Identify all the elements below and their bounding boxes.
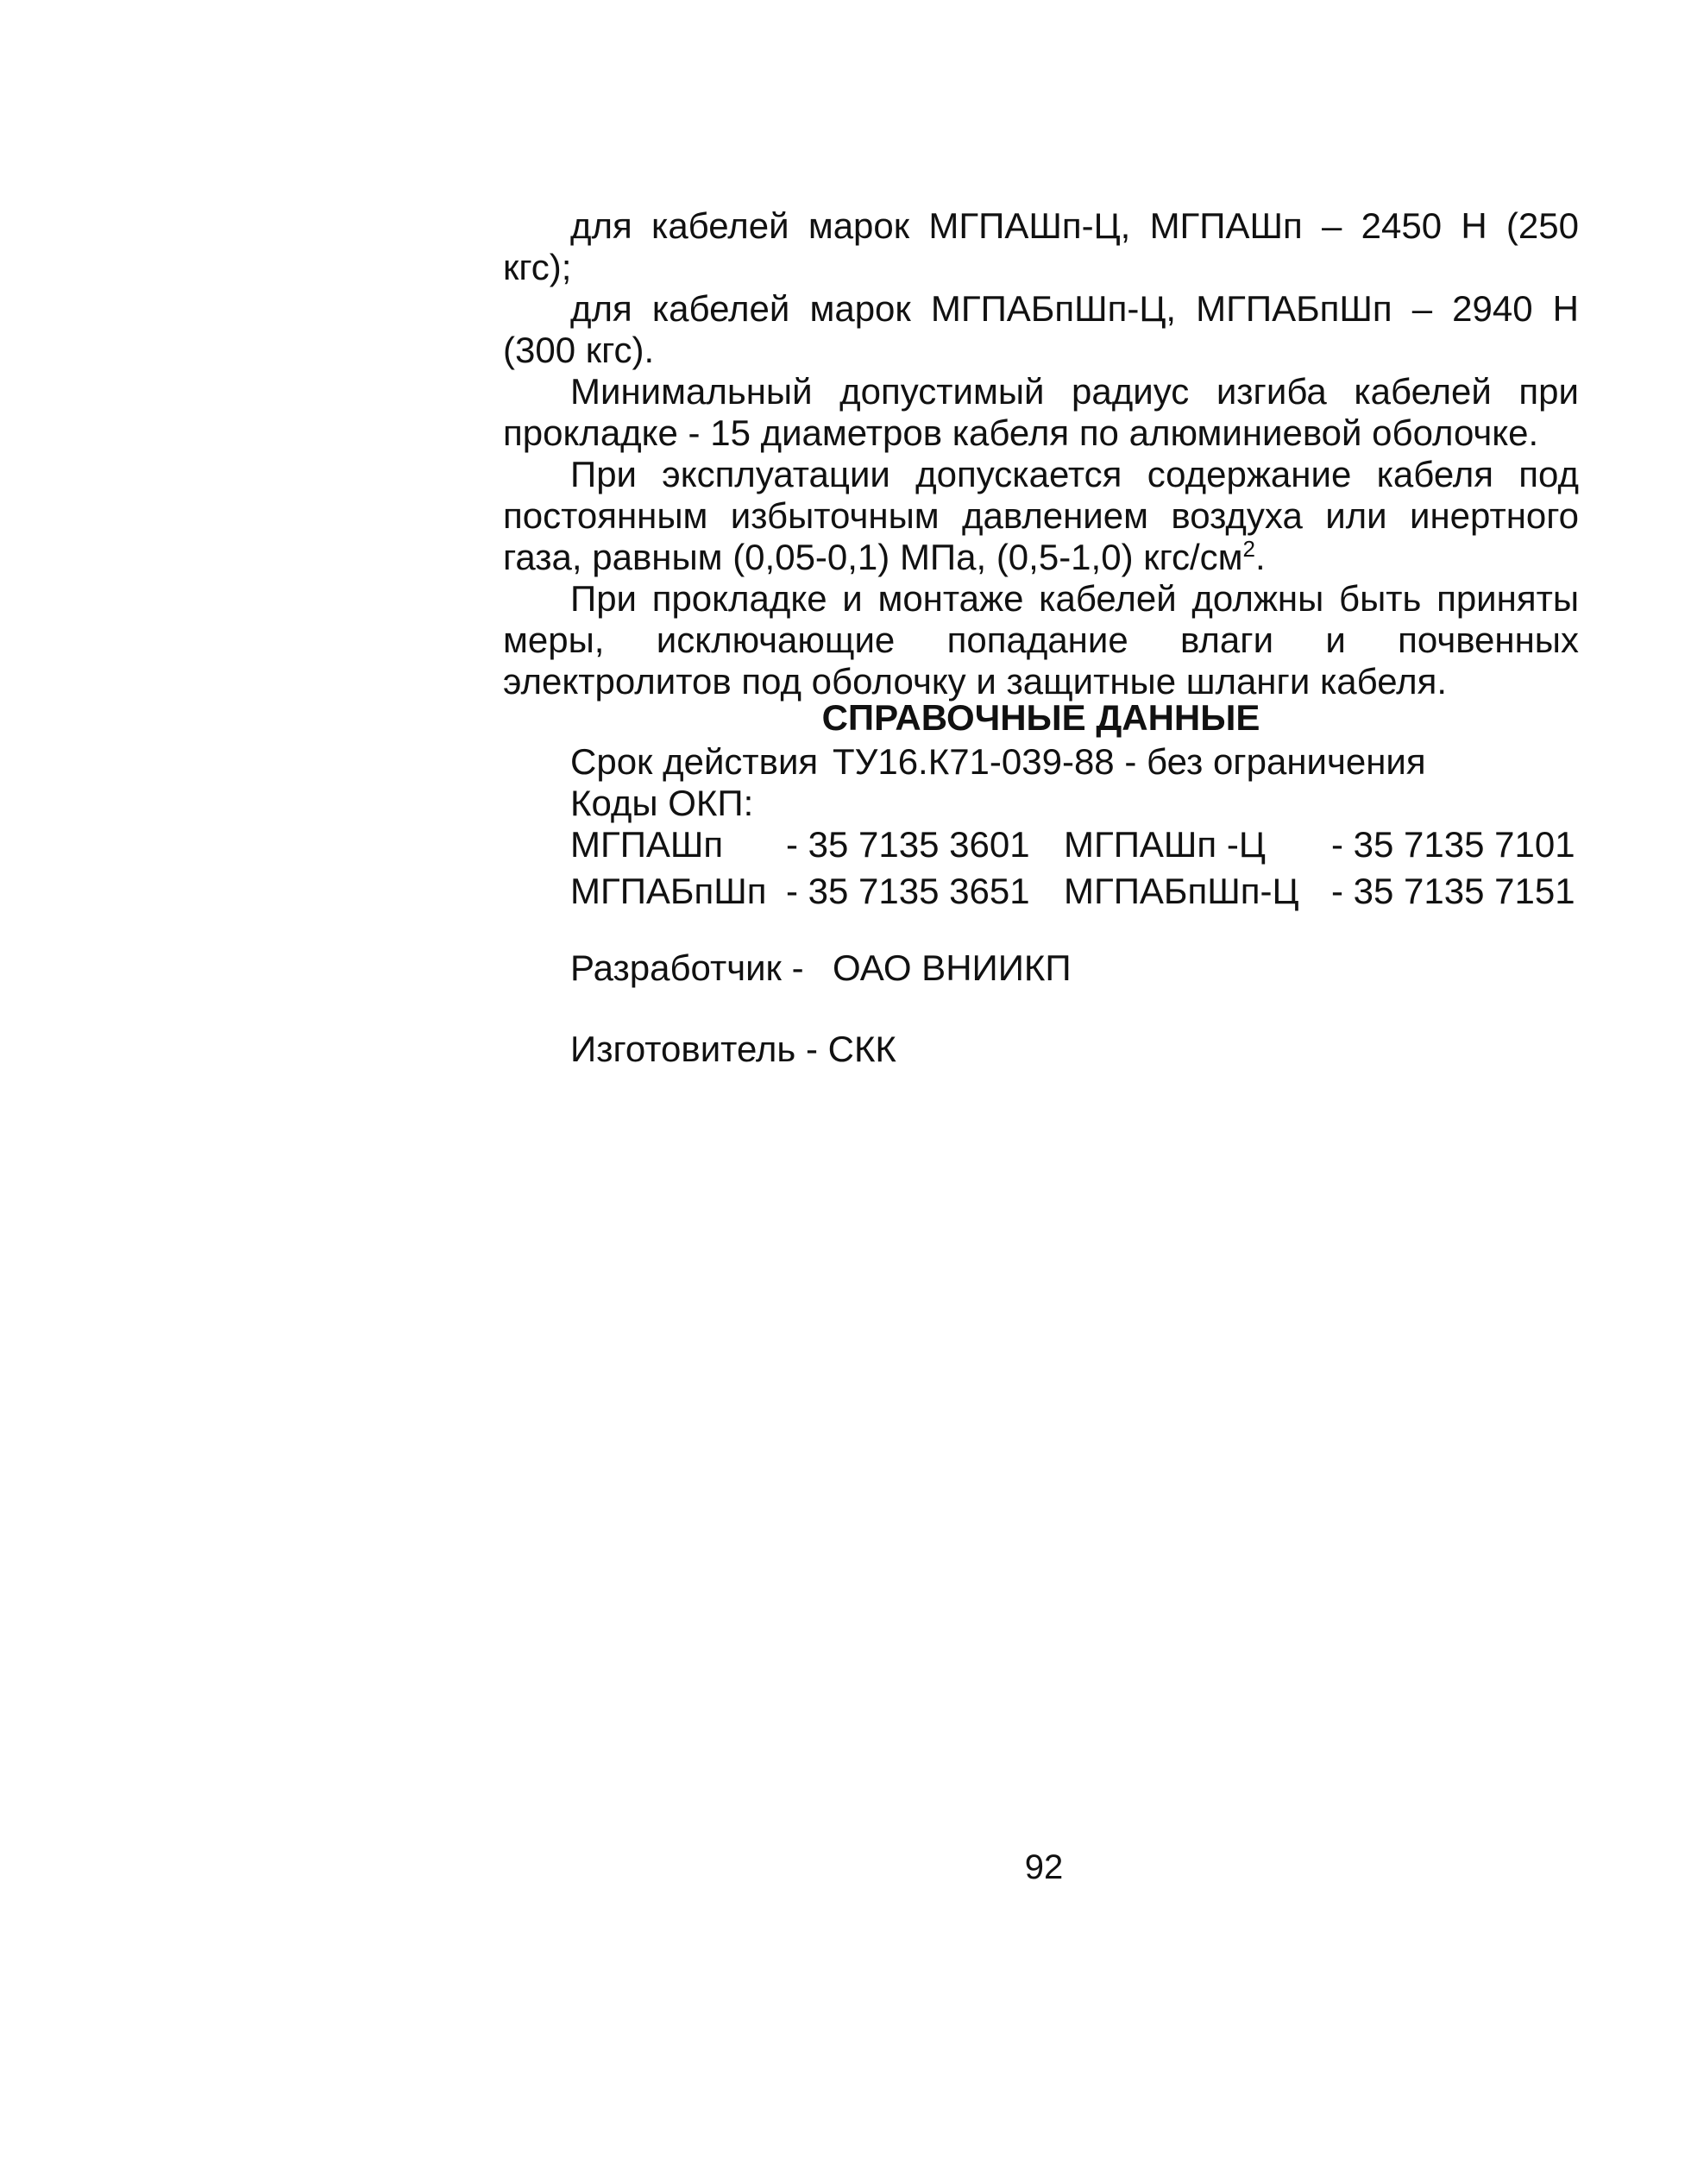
pressure-superscript: 2 bbox=[1242, 536, 1256, 562]
code-value: - 35 7135 3601 bbox=[786, 824, 1030, 865]
pressure-text: При эксплуатации допускается содержание кабеля под постоянным избыточным давлением воздуха или инертного газа, равным (0,05-0,1) МПа, (0,5-1,0) кгс/см bbox=[503, 454, 1579, 577]
developer-line bbox=[570, 947, 1072, 989]
code-value: - 35 7135 3651 bbox=[786, 871, 1030, 911]
body-text bbox=[503, 205, 1579, 702]
paragraph-bend-radius: Минимальный допустимый радиус изгиба кабелей при прокладке - 15 диаметров кабеля по алюминиевой оболочке. bbox=[503, 371, 1579, 453]
codes-row bbox=[570, 824, 1588, 871]
paragraph-moisture: При прокладке и монтаже кабелей должны быть приняты меры, исключающие попадание влаги и почвенных электролитов под оболочку и защитные шланги кабеля. bbox=[503, 578, 1579, 702]
developer-value: ОАО ВНИИКП bbox=[833, 947, 1072, 988]
manufacturer-line: Изготовитель - СКК bbox=[570, 1029, 896, 1069]
validity-value: ТУ16.К71-039-88 - без ограничения bbox=[833, 741, 1426, 782]
code-mark: МГПАШп -Ц bbox=[1064, 824, 1266, 865]
page-number: 92 bbox=[1024, 1848, 1064, 1886]
code-mark: МГПАБпШп bbox=[570, 871, 767, 911]
paragraph-pressure bbox=[503, 454, 1579, 578]
pressure-end: . bbox=[1255, 537, 1266, 577]
codes-label: Коды ОКП: bbox=[570, 783, 754, 823]
paragraph-tension-1: для кабелей марок МГПАШп-Ц, МГПАШп – 2450 Н (250 кгс); bbox=[503, 205, 1579, 287]
validity-row bbox=[570, 741, 1588, 783]
reference-heading: СПРАВОЧНЫЕ ДАННЫЕ bbox=[821, 697, 1260, 738]
code-mark: МГПАБпШп-Ц bbox=[1064, 871, 1299, 911]
reference-data bbox=[570, 741, 1588, 917]
validity-label: Срок действия bbox=[570, 741, 819, 782]
codes-row bbox=[570, 871, 1588, 917]
codes-label-row bbox=[570, 783, 1588, 824]
code-value: - 35 7135 7101 bbox=[1331, 824, 1575, 865]
developer-label: Разработчик - bbox=[570, 947, 804, 988]
paragraph-tension-2: для кабелей марок МГПАБпШп-Ц, МГПАБпШп – 2940 Н (300 кгс). bbox=[503, 288, 1579, 370]
code-mark: МГПАШп bbox=[570, 824, 724, 865]
code-value: - 35 7135 7151 bbox=[1331, 871, 1575, 911]
